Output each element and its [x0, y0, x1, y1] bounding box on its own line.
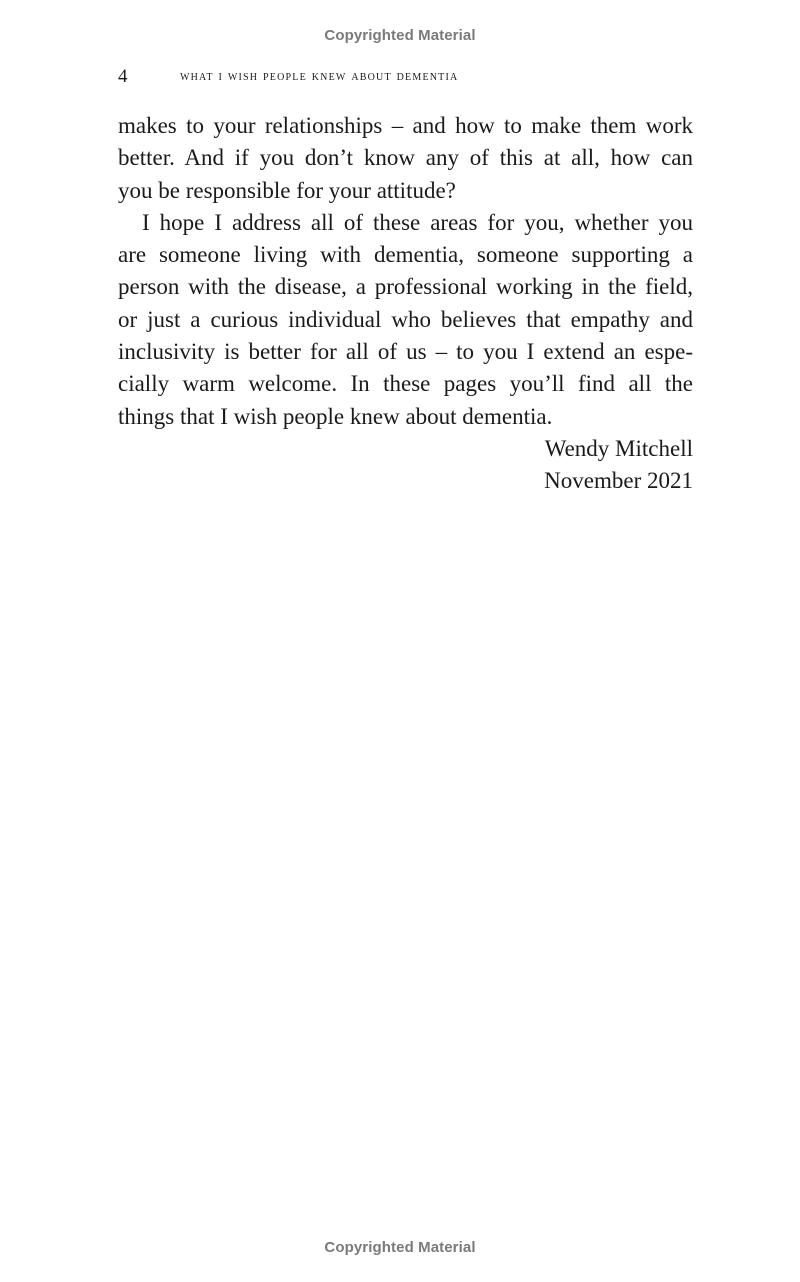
text-line: I hope I address all of these areas for you, whether you	[142, 209, 693, 235]
paragraph-1	[118, 110, 693, 207]
text-line: are someone living with dementia, someone supporting a	[118, 242, 693, 268]
copyright-watermark-top: Copyrighted Material	[324, 27, 476, 44]
text-line: things that I wish people knew about dementia.	[118, 403, 553, 429]
text-line: cially warm welcome. In these pages you’ll find all the	[118, 371, 693, 397]
text-line: you be responsible for your attitude?	[118, 177, 456, 203]
page-number: 4	[118, 66, 128, 87]
signature	[118, 433, 693, 498]
text-line: person with the disease, a professional working in the field,	[118, 274, 693, 300]
running-head	[118, 66, 630, 92]
copyright-watermark-bottom: Copyrighted Material	[324, 1239, 476, 1256]
text-line: inclusivity is better for all of us – to you I extend an espe-	[118, 339, 693, 365]
signature-name: Wendy Mitchell	[544, 435, 693, 461]
running-head-title: what i wish people knew about dementia	[180, 68, 459, 84]
signature-date: November 2021	[544, 468, 693, 494]
paragraph-2	[118, 207, 693, 433]
body-text	[118, 110, 693, 498]
text-line: or just a curious individual who believes that empathy and	[118, 306, 693, 332]
text-line: makes to your relationships – and how to make them work	[118, 113, 693, 138]
text-line: better. And if you don’t know any of this at all, how can	[118, 145, 693, 171]
